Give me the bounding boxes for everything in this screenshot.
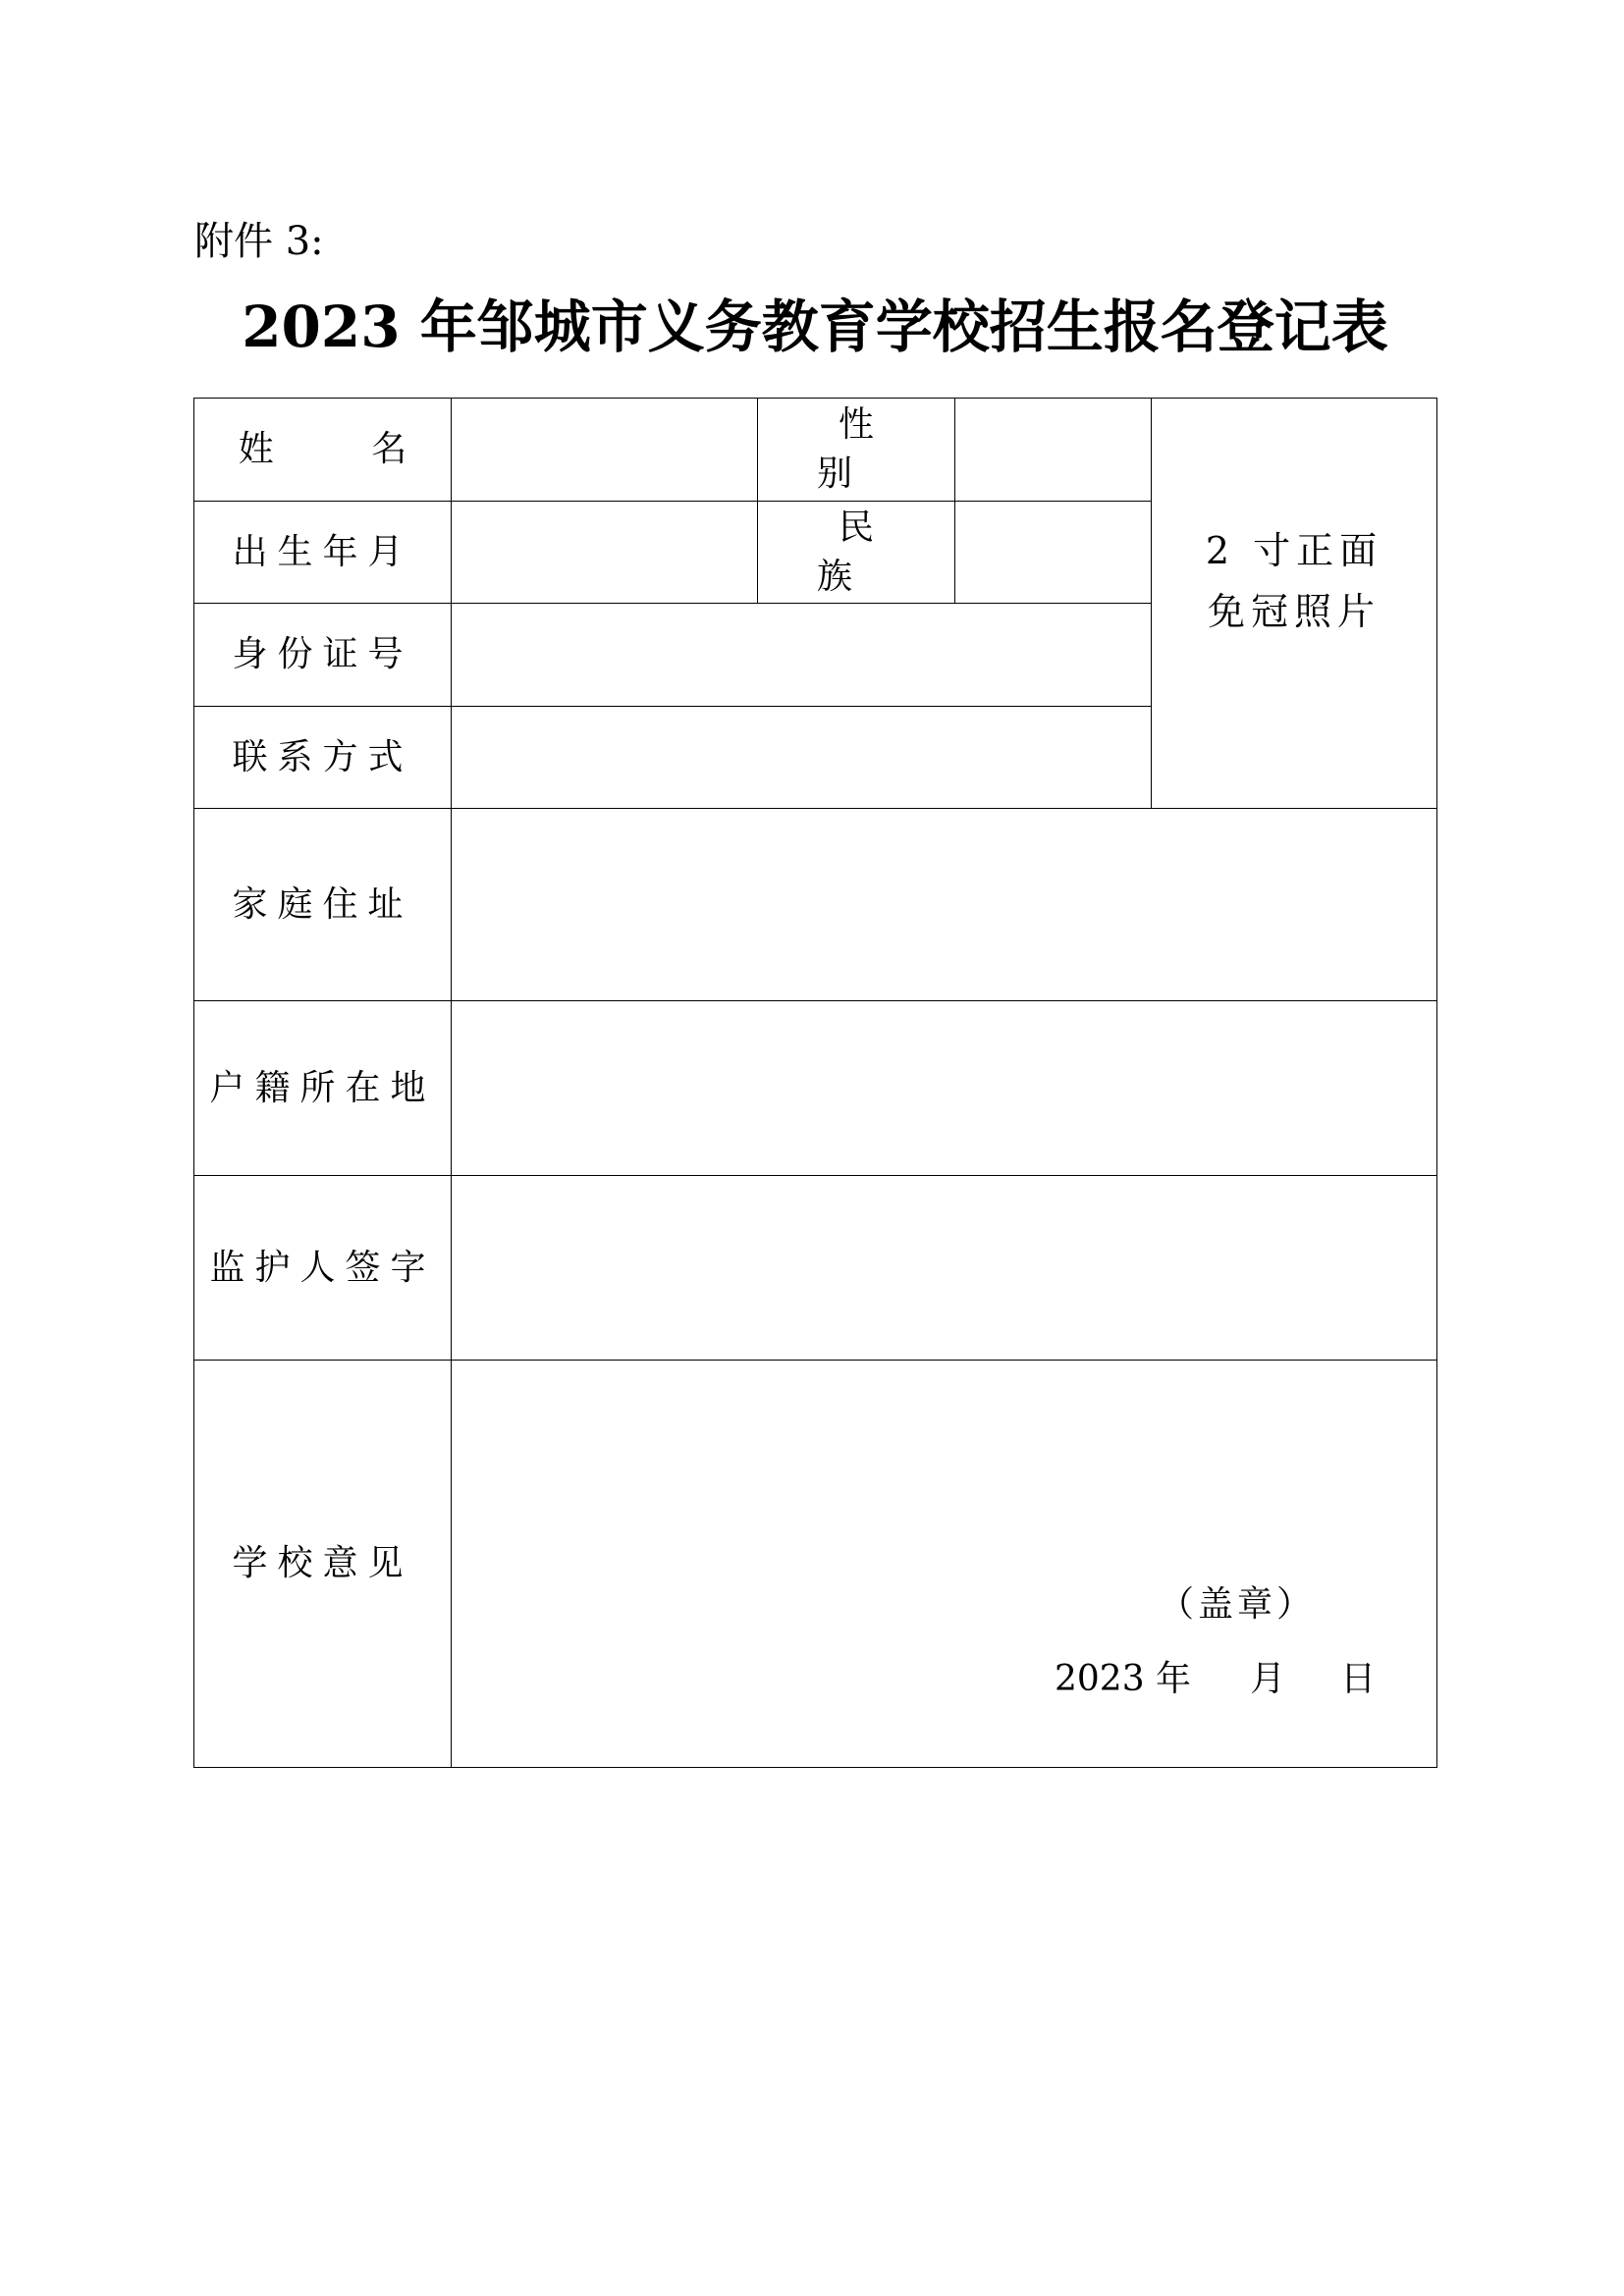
birth-label: 出生年月	[194, 502, 452, 604]
birth-field[interactable]	[452, 502, 758, 604]
name-field[interactable]	[452, 399, 758, 502]
contact-label: 联系方式	[194, 707, 452, 809]
registration-form-table	[193, 398, 1437, 1768]
opinion-label: 学校意见	[194, 1361, 452, 1768]
guardian-label: 监护人签字	[194, 1176, 452, 1361]
guardian-signature-field[interactable]	[452, 1176, 1437, 1361]
date-year: 2023 年	[1055, 1659, 1192, 1699]
gender-field[interactable]	[955, 399, 1152, 502]
photo-line-2: 免冠照片	[1207, 589, 1380, 633]
opinion-field[interactable]	[452, 1361, 1437, 1768]
date-month: 月	[1250, 1659, 1286, 1699]
ethnicity-label-cell	[758, 502, 955, 604]
id-label: 身份证号	[194, 604, 452, 707]
id-field[interactable]	[452, 604, 1152, 707]
document-title: 2023 年邹城市义务教育学校招生报名登记表	[242, 294, 1388, 360]
address-field[interactable]	[452, 809, 1437, 1001]
address-label: 家庭住址	[194, 809, 452, 1001]
photo-cell	[1152, 399, 1437, 809]
hukou-label: 户籍所在地	[194, 1001, 452, 1176]
photo-placeholder	[1206, 520, 1382, 642]
row-opinion	[194, 1361, 1437, 1768]
row-hukou	[194, 1001, 1437, 1176]
row-name-gender	[194, 399, 1437, 502]
name-label-cell	[194, 399, 452, 502]
gender-label-cell	[758, 399, 955, 502]
name-label: 姓 名	[238, 429, 451, 469]
row-address	[194, 809, 1437, 1001]
ethnicity-field[interactable]	[955, 502, 1152, 604]
photo-line-1: 2 寸正面	[1205, 528, 1383, 572]
date-line	[1055, 1655, 1376, 1704]
gender-label: 性 别	[816, 404, 917, 494]
hukou-field[interactable]	[452, 1001, 1437, 1176]
attachment-label: 附件 3:	[194, 219, 324, 264]
contact-field[interactable]	[452, 707, 1152, 809]
date-day: 日	[1340, 1659, 1377, 1699]
ethnicity-label: 民 族	[816, 507, 917, 597]
row-guardian	[194, 1176, 1437, 1361]
stamp-note: （盖章）	[1159, 1584, 1317, 1625]
